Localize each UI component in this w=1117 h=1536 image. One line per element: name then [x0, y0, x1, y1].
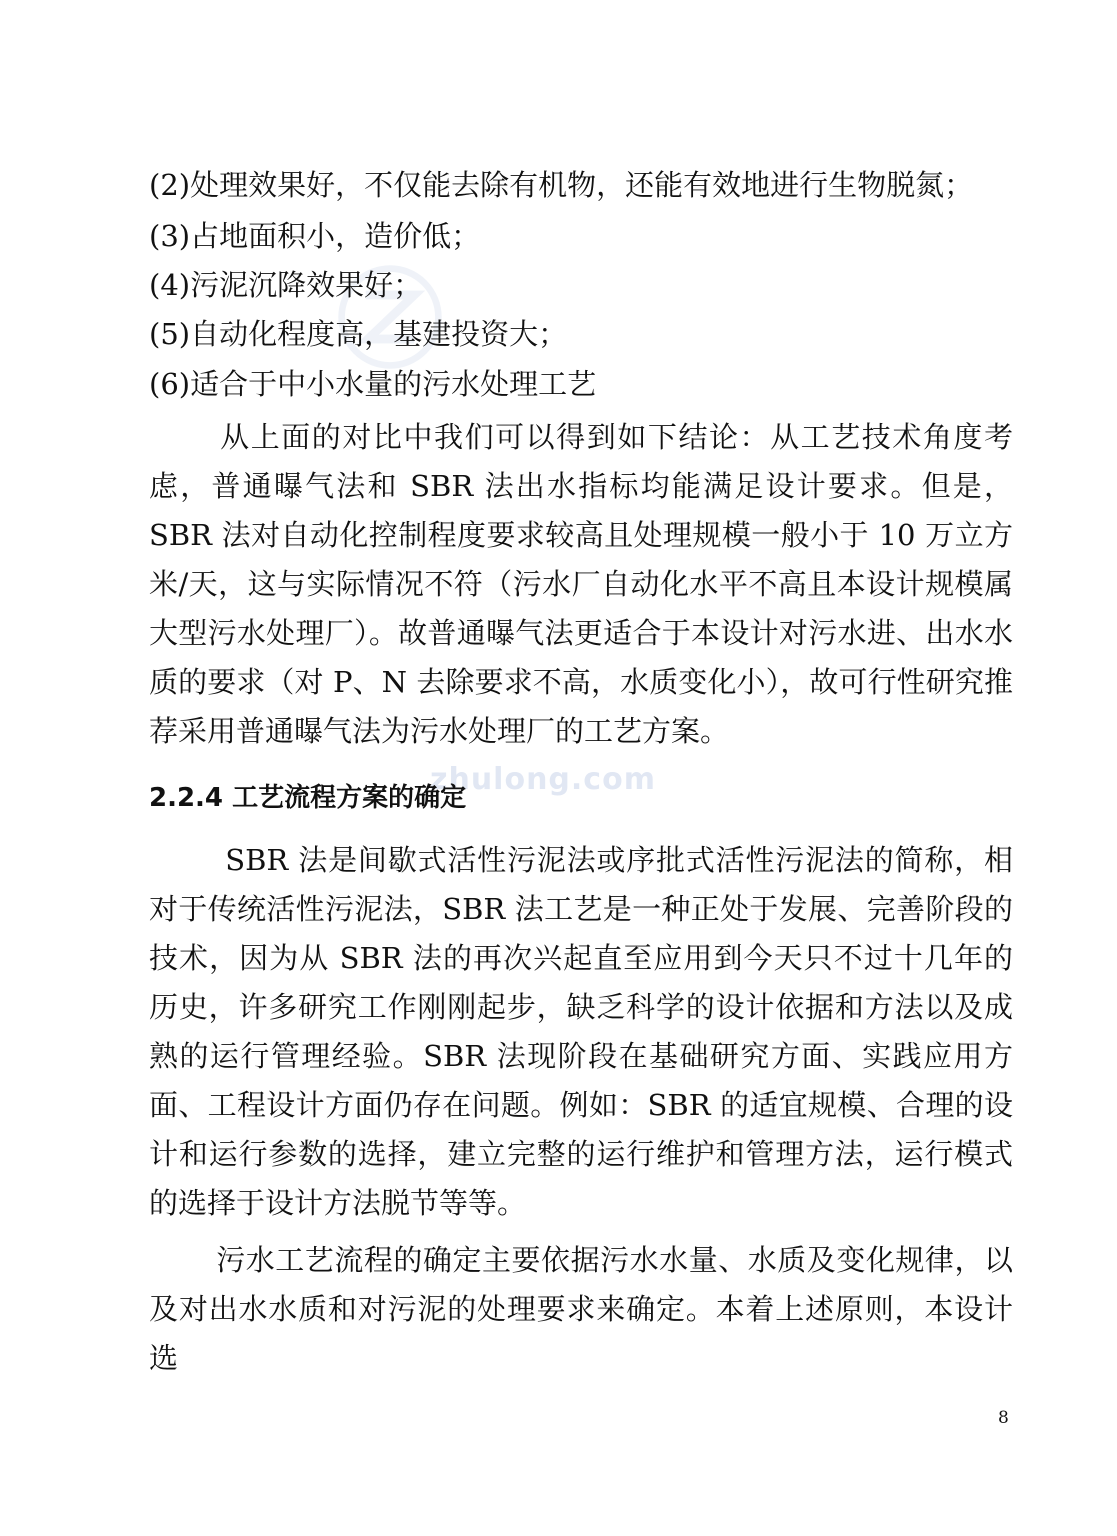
page-number: 8 [998, 1408, 1009, 1428]
conclusion-paragraph: 从上面的对比中我们可以得到如下结论：从工艺技术角度考虑，普通曝气法和 SBR 法出水指标均能满足设计要求。但是，SBR 法对自动化控制程度要求较高且处理规模一般小于 10 万立方米/天，这与实际情况不符（污水厂自动化水平不高且本设计规模属大型污水处理厂）。故普通曝气法更适合于本设计对污水进、出水水质的要求（对 P、N 去除要求不高，水质变化小），故可行性研究推荐采用普通曝气法为污水处理厂的工艺方案。 [149, 420, 1013, 748]
list-item-4: (4)污泥沉降效果好； [149, 268, 423, 302]
section-heading: 2.2.4 工艺流程方案的确定 [149, 783, 467, 813]
watermark-text: zhulong.com [430, 762, 656, 797]
sbr-paragraph: SBR 法是间歇式活性污泥法或序批式活性污泥法的简称，相对于传统活性污泥法，SBR 法工艺是一种正处于发展、完善阶段的技术，因为从 SBR 法的再次兴起直至应用到今天只不过十几年的历史，许多研究工作刚刚起步，缺乏科学的设计依据和方法以及成熟的运行管理经验。SBR 法现阶段在基础研究方面、实践应用方面、工程设计方面仍存在问题。例如：SBR 的适宜规模、合理的设计和运行参数的选择，建立完整的运行维护和管理方法，运行模式的选择于设计方法脱节等等。 [149, 843, 1013, 1220]
list-item-2: (2)处理效果好，不仅能去除有机物，还能有效地进行生物脱氮； [149, 168, 974, 202]
list-item-3: (3)占地面积小，造价低； [149, 219, 481, 253]
list-item-6: (6)适合于中小水量的污水处理工艺 [149, 367, 597, 401]
list-item-5: (5)自动化程度高，基建投资大； [149, 317, 568, 351]
process-paragraph: 污水工艺流程的确定主要依据污水水量、水质及变化规律，以及对出水水质和对污泥的处理要求来确定。本着上述原则，本设计选 [149, 1243, 1013, 1375]
